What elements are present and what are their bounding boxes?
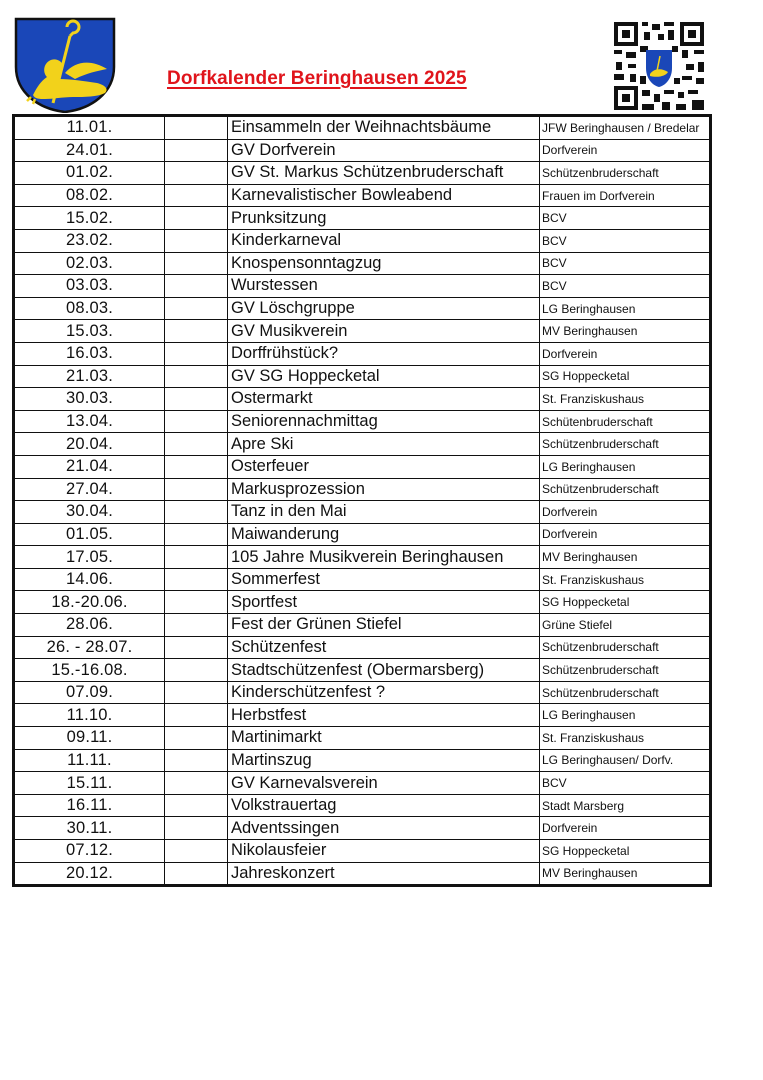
event-date: 28.06.	[14, 614, 165, 637]
event-name: Sportfest	[228, 591, 540, 614]
event-organizer: Dorfverein	[540, 342, 711, 365]
table-row	[14, 659, 711, 682]
table-row	[14, 546, 711, 569]
empty-cell	[165, 342, 228, 365]
event-date: 13.04.	[14, 410, 165, 433]
event-name: GV St. Markus Schützenbruderschaft	[228, 162, 540, 185]
event-date: 20.04.	[14, 433, 165, 456]
event-organizer: Stadt Marsberg	[540, 794, 711, 817]
table-row	[14, 862, 711, 886]
empty-cell	[165, 455, 228, 478]
event-name: Osterfeuer	[228, 455, 540, 478]
event-name: Maiwanderung	[228, 523, 540, 546]
event-date: 30.11.	[14, 817, 165, 840]
event-organizer: SG Hoppecketal	[540, 365, 711, 388]
event-date: 07.09.	[14, 681, 165, 704]
event-calendar-table	[12, 114, 712, 887]
table-row	[14, 772, 711, 795]
event-date: 15.11.	[14, 772, 165, 795]
event-date: 18.-20.06.	[14, 591, 165, 614]
empty-cell	[165, 433, 228, 456]
event-date: 26. - 28.07.	[14, 636, 165, 659]
coat-of-arms-icon	[13, 17, 117, 113]
event-name: Jahreskonzert	[228, 862, 540, 886]
event-date: 20.12.	[14, 862, 165, 886]
empty-cell	[165, 365, 228, 388]
event-organizer: LG Beringhausen	[540, 455, 711, 478]
empty-cell	[165, 207, 228, 230]
event-organizer: BCV	[540, 252, 711, 275]
event-date: 23.02.	[14, 229, 165, 252]
event-organizer: BCV	[540, 275, 711, 298]
table-row	[14, 433, 711, 456]
empty-cell	[165, 794, 228, 817]
event-name: GV Löschgruppe	[228, 297, 540, 320]
event-date: 15.02.	[14, 207, 165, 230]
event-date: 07.12.	[14, 840, 165, 863]
table-row	[14, 320, 711, 343]
table-row	[14, 636, 711, 659]
table-row	[14, 139, 711, 162]
event-organizer: LG Beringhausen	[540, 297, 711, 320]
empty-cell	[165, 410, 228, 433]
empty-cell	[165, 681, 228, 704]
event-date: 15.03.	[14, 320, 165, 343]
event-organizer: Schützenbruderschaft	[540, 681, 711, 704]
event-date: 15.-16.08.	[14, 659, 165, 682]
table-row	[14, 297, 711, 320]
empty-cell	[165, 636, 228, 659]
empty-cell	[165, 659, 228, 682]
event-organizer: Dorfverein	[540, 501, 711, 524]
table-row	[14, 749, 711, 772]
event-organizer: Dorfverein	[540, 523, 711, 546]
event-name: GV Karnevalsverein	[228, 772, 540, 795]
event-date: 24.01.	[14, 139, 165, 162]
empty-cell	[165, 523, 228, 546]
event-organizer: St. Franziskushaus	[540, 727, 711, 750]
table-row	[14, 184, 711, 207]
empty-cell	[165, 862, 228, 886]
table-row	[14, 207, 711, 230]
table-row	[14, 523, 711, 546]
event-name: Knospensonntagzug	[228, 252, 540, 275]
event-name: Herbstfest	[228, 704, 540, 727]
event-organizer: BCV	[540, 207, 711, 230]
event-date: 11.01.	[14, 116, 165, 140]
event-name: Seniorennachmittag	[228, 410, 540, 433]
empty-cell	[165, 727, 228, 750]
event-name: Markusprozession	[228, 478, 540, 501]
empty-cell	[165, 184, 228, 207]
event-organizer: LG Beringhausen/ Dorfv.	[540, 749, 711, 772]
event-name: GV SG Hoppecketal	[228, 365, 540, 388]
event-organizer: Schützenbruderschaft	[540, 433, 711, 456]
event-date: 27.04.	[14, 478, 165, 501]
table-row	[14, 591, 711, 614]
event-name: GV Dorfverein	[228, 139, 540, 162]
event-organizer: Dorfverein	[540, 139, 711, 162]
event-date: 01.05.	[14, 523, 165, 546]
page-title: Dorfkalender Beringhausen 2025	[167, 68, 467, 89]
table-row	[14, 275, 711, 298]
event-name: Martinszug	[228, 749, 540, 772]
event-organizer: St. Franziskushaus	[540, 388, 711, 411]
event-organizer: Dorfverein	[540, 817, 711, 840]
event-date: 16.03.	[14, 342, 165, 365]
empty-cell	[165, 546, 228, 569]
event-date: 08.03.	[14, 297, 165, 320]
table-row	[14, 410, 711, 433]
empty-cell	[165, 388, 228, 411]
table-row	[14, 794, 711, 817]
event-organizer: SG Hoppecketal	[540, 591, 711, 614]
event-name: Martinimarkt	[228, 727, 540, 750]
empty-cell	[165, 704, 228, 727]
event-organizer: SG Hoppecketal	[540, 840, 711, 863]
empty-cell	[165, 162, 228, 185]
table-row	[14, 388, 711, 411]
table-row	[14, 365, 711, 388]
event-name: Prunksitzung	[228, 207, 540, 230]
empty-cell	[165, 297, 228, 320]
table-row	[14, 568, 711, 591]
table-row	[14, 478, 711, 501]
empty-cell	[165, 817, 228, 840]
table-row	[14, 455, 711, 478]
table-row	[14, 681, 711, 704]
event-date: 03.03.	[14, 275, 165, 298]
event-date: 09.11.	[14, 727, 165, 750]
event-organizer: Schützenbruderschaft	[540, 478, 711, 501]
event-date: 16.11.	[14, 794, 165, 817]
event-date: 21.04.	[14, 455, 165, 478]
event-organizer: BCV	[540, 772, 711, 795]
event-name: Adventssingen	[228, 817, 540, 840]
table-row	[14, 342, 711, 365]
event-date: 30.03.	[14, 388, 165, 411]
event-date: 01.02.	[14, 162, 165, 185]
event-name: Tanz in den Mai	[228, 501, 540, 524]
table-row	[14, 614, 711, 637]
event-organizer: MV Beringhausen	[540, 862, 711, 886]
empty-cell	[165, 591, 228, 614]
event-date: 11.10.	[14, 704, 165, 727]
table-row	[14, 704, 711, 727]
event-name: Nikolausfeier	[228, 840, 540, 863]
event-name: Dorffrühstück?	[228, 342, 540, 365]
table-row	[14, 817, 711, 840]
event-name: Volkstrauertag	[228, 794, 540, 817]
event-organizer: Schützenbruderschaft	[540, 162, 711, 185]
empty-cell	[165, 275, 228, 298]
table-row	[14, 252, 711, 275]
table-row	[14, 727, 711, 750]
event-name: Einsammeln der Weihnachtsbäume	[228, 116, 540, 140]
event-name: Schützenfest	[228, 636, 540, 659]
table-row	[14, 116, 711, 140]
event-date: 21.03.	[14, 365, 165, 388]
empty-cell	[165, 501, 228, 524]
event-name: GV Musikverein	[228, 320, 540, 343]
empty-cell	[165, 772, 228, 795]
event-organizer: St. Franziskushaus	[540, 568, 711, 591]
table-row	[14, 162, 711, 185]
empty-cell	[165, 840, 228, 863]
event-name: Kinderschützenfest ?	[228, 681, 540, 704]
event-organizer: Schützenbruderschaft	[540, 659, 711, 682]
event-organizer: Frauen im Dorfverein	[540, 184, 711, 207]
event-date: 02.03.	[14, 252, 165, 275]
event-organizer: LG Beringhausen	[540, 704, 711, 727]
empty-cell	[165, 139, 228, 162]
empty-cell	[165, 252, 228, 275]
event-name: Fest der Grünen Stiefel	[228, 614, 540, 637]
event-date: 11.11.	[14, 749, 165, 772]
event-organizer: BCV	[540, 229, 711, 252]
empty-cell	[165, 229, 228, 252]
event-organizer: MV Beringhausen	[540, 320, 711, 343]
event-name: Stadtschützenfest (Obermarsberg)	[228, 659, 540, 682]
event-organizer: Schütenbruderschaft	[540, 410, 711, 433]
empty-cell	[165, 116, 228, 140]
event-name: Ostermarkt	[228, 388, 540, 411]
event-name: Karnevalistischer Bowleabend	[228, 184, 540, 207]
qr-code-icon[interactable]	[612, 20, 706, 112]
event-organizer: JFW Beringhausen / Bredelar	[540, 116, 711, 140]
event-name: Wurstessen	[228, 275, 540, 298]
empty-cell	[165, 749, 228, 772]
table-row	[14, 229, 711, 252]
event-organizer: Schützenbruderschaft	[540, 636, 711, 659]
event-name: Sommerfest	[228, 568, 540, 591]
event-date: 14.06.	[14, 568, 165, 591]
event-organizer: Grüne Stiefel	[540, 614, 711, 637]
event-date: 17.05.	[14, 546, 165, 569]
event-date: 30.04.	[14, 501, 165, 524]
empty-cell	[165, 614, 228, 637]
event-date: 08.02.	[14, 184, 165, 207]
table-row	[14, 840, 711, 863]
empty-cell	[165, 568, 228, 591]
empty-cell	[165, 320, 228, 343]
table-row	[14, 501, 711, 524]
empty-cell	[165, 478, 228, 501]
event-name: 105 Jahre Musikverein Beringhausen	[228, 546, 540, 569]
event-organizer: MV Beringhausen	[540, 546, 711, 569]
event-name: Kinderkarneval	[228, 229, 540, 252]
event-name: Apre Ski	[228, 433, 540, 456]
